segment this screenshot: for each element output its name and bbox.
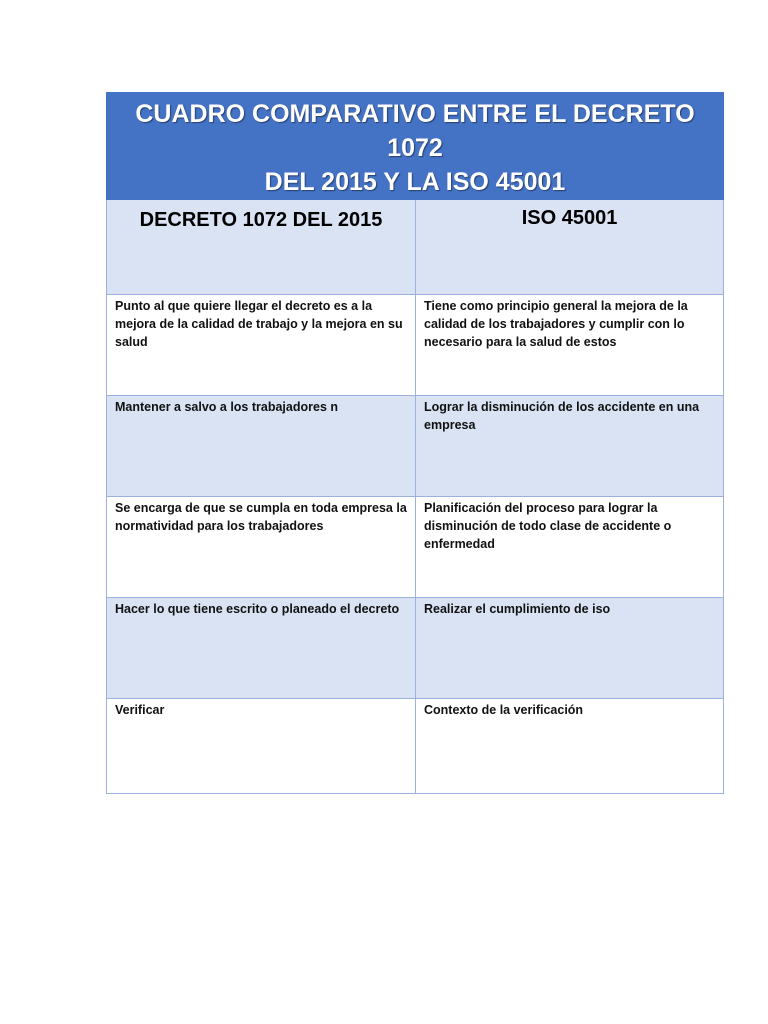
table-row — [107, 699, 724, 794]
table-cell-decreto: Se encarga de que se cumpla en toda empresa la normatividad para los trabajadores — [107, 497, 416, 598]
table-title-line-2: DEL 2015 Y LA ISO 45001 — [264, 168, 566, 196]
column-header-decreto: DECRETO 1072 DEL 2015 — [107, 200, 416, 295]
comparison-table-container — [106, 92, 723, 794]
table-cell-iso: Planificación del proceso para lograr la disminución de todo clase de accidente o enfermedad — [416, 497, 724, 598]
table-cell-decreto: Verificar — [107, 699, 416, 794]
table-row — [107, 396, 724, 497]
column-header-row — [107, 200, 724, 295]
comparison-table — [106, 92, 724, 794]
table-cell-decreto: Mantener a salvo a los trabajadores n — [107, 396, 416, 497]
table-title-line-1: CUADRO COMPARATIVO ENTRE EL DECRETO 1072 — [135, 100, 695, 162]
table-row — [107, 497, 724, 598]
table-title — [107, 93, 724, 200]
table-cell-iso: Lograr la disminución de los accidente en una empresa — [416, 396, 724, 497]
column-header-iso: ISO 45001 — [416, 200, 724, 295]
table-cell-iso: Tiene como principio general la mejora de la calidad de los trabajadores y cumplir con lo necesario para la salud de estos — [416, 295, 724, 396]
table-row — [107, 295, 724, 396]
title-row — [107, 93, 724, 200]
table-cell-iso: Realizar el cumplimiento de iso — [416, 598, 724, 699]
table-cell-iso: Contexto de la verificación — [416, 699, 724, 794]
table-cell-decreto: Hacer lo que tiene escrito o planeado el decreto — [107, 598, 416, 699]
table-cell-decreto: Punto al que quiere llegar el decreto es a la mejora de la calidad de trabajo y la mejora en su salud — [107, 295, 416, 396]
table-row — [107, 598, 724, 699]
